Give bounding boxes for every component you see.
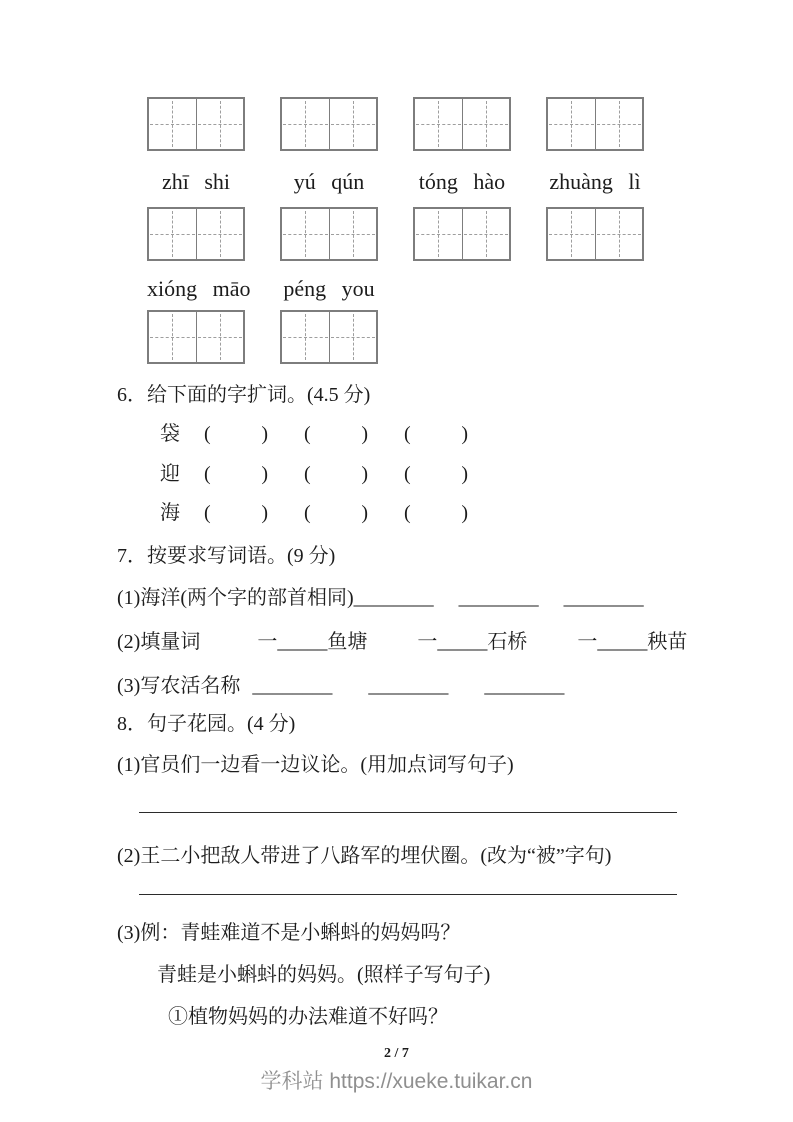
question-8-item-3-example: (3)例：青蛙难道不是小蝌蚪的妈妈吗？	[117, 922, 461, 944]
grid-cell	[149, 312, 196, 362]
pinyin-label: yú qún	[293, 169, 365, 194]
paren-close: )	[461, 502, 468, 524]
expand-word-row	[160, 461, 793, 487]
grid-cell	[149, 99, 196, 149]
writing-grid	[147, 97, 245, 151]
answer-parens	[404, 500, 468, 526]
measure-prefix: 一	[257, 631, 278, 653]
question-7-item-2	[117, 629, 793, 655]
paren-open: (	[304, 463, 311, 485]
writing-grid	[280, 207, 378, 261]
expand-word-row	[160, 421, 793, 447]
question-8-item-1: (1)官员们一边看一边议论。(用加点词写句子)	[117, 754, 514, 776]
answer-blank: ________	[353, 587, 434, 609]
answer-blank: _____	[277, 631, 328, 653]
answer-parens	[304, 500, 368, 526]
answer-parens	[204, 421, 268, 447]
question-8-item-3-sub1: ①植物妈妈的办法难道不好吗？	[168, 1006, 448, 1028]
pinyin-label-row-2	[147, 275, 793, 303]
writing-grid-row-3	[147, 310, 793, 364]
item-label: (2)填量词	[117, 631, 201, 653]
paren-open: (	[404, 423, 411, 445]
grid-cell	[282, 209, 329, 259]
measure-noun: 鱼塘	[327, 631, 368, 653]
question-7-heading: 7．按要求写词语。(9 分)	[117, 545, 336, 567]
paren-open: (	[204, 463, 211, 485]
writing-grid	[413, 207, 511, 261]
item-label: (3)写农活名称	[117, 675, 241, 697]
grid-cell	[548, 99, 595, 149]
answer-parens	[304, 421, 368, 447]
measure-noun: 石桥	[487, 631, 528, 653]
grid-cell	[149, 209, 196, 259]
paren-close: )	[261, 502, 268, 524]
question-8-item-3-rewrite: 青蛙是小蝌蚪的妈妈。(照样子写句子)	[157, 964, 491, 986]
question-8-heading: 8．句子花园。(4 分)	[117, 713, 296, 735]
answer-line	[139, 812, 677, 813]
answer-parens	[204, 500, 268, 526]
grid-cell	[196, 209, 244, 259]
measure-prefix: 一	[577, 631, 598, 653]
grid-cell	[595, 209, 643, 259]
paren-close: )	[461, 423, 468, 445]
paren-close: )	[461, 463, 468, 485]
paren-open: (	[404, 463, 411, 485]
answer-line	[139, 894, 677, 895]
paren-close: )	[361, 463, 368, 485]
grid-cell	[329, 99, 377, 149]
answer-blank: _____	[437, 631, 488, 653]
paren-close: )	[261, 423, 268, 445]
measure-prefix: 一	[417, 631, 438, 653]
page-number: 2 / 7	[384, 1046, 409, 1061]
measure-word-group	[257, 631, 367, 653]
paren-open: (	[204, 423, 211, 445]
pinyin-label-row-1	[147, 168, 793, 196]
expand-word-char: 海	[160, 502, 180, 524]
expand-word-row	[160, 500, 793, 526]
answer-blank: ________	[252, 675, 333, 697]
pinyin-label: zhuàng lì	[549, 169, 641, 194]
grid-cell	[462, 209, 510, 259]
pinyin-label: tóng hào	[418, 169, 506, 194]
answer-blank: ________	[458, 587, 539, 609]
question-7-item-1	[117, 585, 793, 611]
grid-cell	[415, 209, 462, 259]
pinyin-label: péng you	[283, 276, 375, 301]
answer-blank: ________	[484, 675, 565, 697]
expand-word-char: 袋	[160, 423, 180, 445]
paren-open: (	[304, 502, 311, 524]
writing-grid	[546, 97, 644, 151]
pinyin-label: xióng māo	[147, 276, 251, 301]
writing-grid-row-2	[147, 207, 793, 261]
writing-grid	[546, 207, 644, 261]
grid-cell	[282, 99, 329, 149]
answer-parens	[404, 461, 468, 487]
answer-blank: ________	[563, 587, 644, 609]
watermark-link[interactable]: 学科站 https://xueke.tuikar.cn	[260, 1070, 533, 1093]
writing-grid	[280, 310, 378, 364]
grid-cell	[329, 209, 377, 259]
grid-cell	[329, 312, 377, 362]
paren-open: (	[404, 502, 411, 524]
answer-parens	[404, 421, 468, 447]
pinyin-label: zhī shi	[161, 169, 231, 194]
answer-blank: _____	[597, 631, 648, 653]
question-6-heading: 6．给下面的字扩词。(4.5 分)	[117, 384, 371, 406]
grid-cell	[196, 312, 244, 362]
grid-cell	[196, 99, 244, 149]
grid-cell	[548, 209, 595, 259]
question-7-item-3	[117, 673, 793, 699]
writing-grid-row-1	[147, 97, 793, 151]
answer-parens	[304, 461, 368, 487]
grid-cell	[415, 99, 462, 149]
answer-parens	[204, 461, 268, 487]
paren-close: )	[361, 502, 368, 524]
paren-open: (	[204, 502, 211, 524]
question-8-item-2: (2)王二小把敌人带进了八路军的埋伏圈。(改为“被”字句)	[117, 845, 612, 867]
grid-cell	[595, 99, 643, 149]
grid-cell	[462, 99, 510, 149]
item-label: (1)海洋(两个字的部首相同)	[117, 587, 354, 609]
expand-word-char: 迎	[160, 463, 180, 485]
paren-close: )	[261, 463, 268, 485]
writing-grid	[413, 97, 511, 151]
writing-grid	[147, 310, 245, 364]
paren-open: (	[304, 423, 311, 445]
measure-word-group	[417, 631, 527, 653]
measure-noun: 秧苗	[647, 631, 688, 653]
writing-grid	[147, 207, 245, 261]
writing-grid	[280, 97, 378, 151]
paren-close: )	[361, 423, 368, 445]
answer-blank: ________	[368, 675, 449, 697]
grid-cell	[282, 312, 329, 362]
measure-word-group	[577, 631, 687, 653]
